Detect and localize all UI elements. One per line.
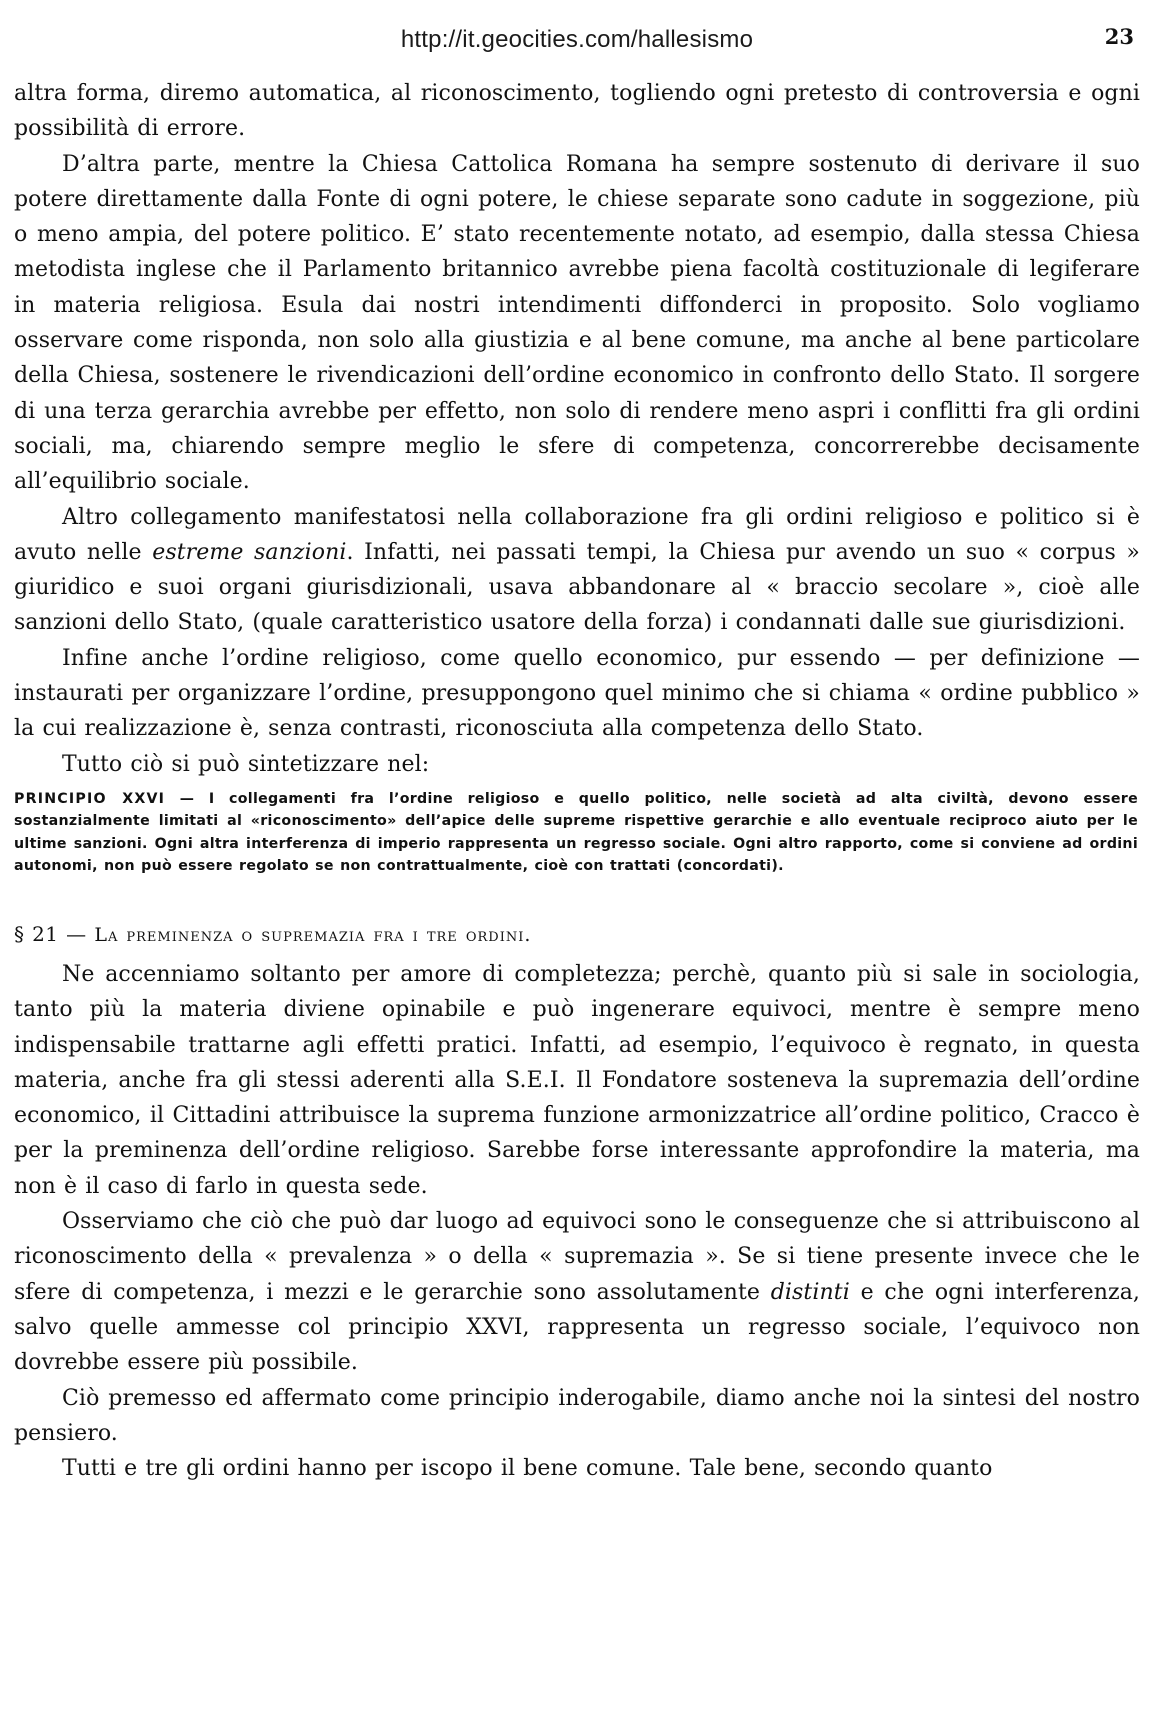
page-header <box>14 26 1140 76</box>
body-text <box>14 76 1140 1486</box>
paragraph-completezza: Ne accenniamo soltanto per amore di completezza; perchè, quanto più si sale in sociologia, tanto più la materia diviene opinabile e può ingenerare equivoci, mentre è sempre meno indispensabile trattarne agli effetti pratici. Infatti, ad esempio, l’equivoco è regnato, in questa materia, anche fra gli stessi aderenti alla S.E.I. Il Fondatore sosteneva la supremazia dell’ordine economico, il Cittadini attribuisce la suprema funzione armonizzatrice all’ordine politico, Cracco è per la preminenza dell’ordine religioso. Sarebbe forse interessante approfondire la materia, ma non è il caso di farlo in questa sede. <box>14 961 1140 1199</box>
section-heading <box>14 914 1140 955</box>
section-number: § 21 — <box>14 921 87 946</box>
paragraph-continuation: altra forma, diremo automatica, al riconoscimento, togliendo ogni pretesto di controversia e ogni possibilità di errore. <box>14 81 1140 142</box>
page-number: 23 <box>1104 24 1134 49</box>
paragraph-bene-comune: Tutti e tre gli ordini hanno per iscopo il bene comune. Tale bene, secondo quanto <box>62 1456 993 1482</box>
principle-label: PRINCIPIO XXVI <box>14 790 166 807</box>
paragraph-sanzioni-before: Altro collegamento manifestatosi nella collaborazione fra gli ordini religioso e politico si è avuto nelle <box>14 504 1140 565</box>
paragraph-sanzioni-after: . Infatti, nei passati tempi, la Chiesa pur avendo un suo « corpus » giuridico e suoi organi giurisdizionali, usava abbandonare al « braccio secolare », cioè alle sanzioni dello Stato, (quale caratteristico usatore della forza) i condannati dalle sue giurisdizioni. <box>14 539 1140 636</box>
paragraph-distinti-italic: distinti <box>770 1279 850 1305</box>
principle-xxvi <box>14 788 1138 878</box>
section-title: La preminenza o supremazia fra i tre ordini. <box>94 923 532 946</box>
paragraph-sanzioni <box>14 500 1140 641</box>
paragraph-distinti-before: Osserviamo che ciò che può dar luogo ad equivoci sono le conseguenze che si attribuiscono al riconoscimento della « prevalenza » o della « supremazia ». Se si tiene presente invece che le sfere di competenza, i mezzi e le gerarchie sono assolutamente <box>14 1209 1140 1305</box>
paragraph-premesso: Ciò premesso ed affermato come principio inderogabile, diamo anche noi la sintesi del nostro pensiero. <box>14 1385 1140 1446</box>
principle-text: — I collegamenti fra l’ordine religioso e quello politico, nelle società ad alta civiltà, devono essere sostanzialmente limitati al «riconoscimento» dell’apice delle supreme rispettive gerarchie e allo eventuale reciproco aiuto per le ultime sanzioni. Ogni altra interferenza di imperio rappresenta un regresso sociale. Ogni altro rapporto, come si conviene ad ordini autonomi, non può essere regolato se non contrattualmente, cioè con trattati (concordati). <box>14 790 1139 875</box>
header-url: http://it.geocities.com/hallesismo <box>400 26 754 53</box>
paragraph-sanzioni-italic: estreme sanzioni <box>152 539 347 565</box>
paragraph-ordine-pubblico: Infine anche l’ordine religioso, come quello economico, pur essendo — per definizione — instaurati per organizzare l’ordine, presuppongono quel minimo che si chiama « ordine pubblico » la cui realizzazione è, senza contrasti, riconosciuta alla competenza dello Stato. <box>14 645 1140 742</box>
paragraph-distinti-after: e che ogni interferenza, salvo quelle ammesse col principio XXVI, rappresenta un regresso sociale, l’equivoco non dovrebbe essere più possibile. <box>14 1279 1140 1376</box>
paragraph-chiesa-potere: D’altra parte, mentre la Chiesa Cattolica Romana ha sempre sostenuto di derivare il suo potere direttamente dalla Fonte di ogni potere, le chiese separate sono cadute in soggezione, più o meno ampia, del potere politico. E’ stato recentemente notato, ad esempio, dalla stessa Chiesa metodista inglese che il Parlamento britannico avrebbe piena facoltà costituzionale di legiferare in materia religiosa. Esula dai nostri intendimenti diffonderci in proposito. Solo vogliamo osservare come risponda, non solo alla giustizia e al bene comune, ma anche al bene particolare della Chiesa, sostenere le rivendicazioni dell’ordine economico in confronto dello Stato. Il sorgere di una terza gerarchia avrebbe per effetto, non solo di rendere meno aspri i conflitti fra gli ordini sociali, ma, chiarendo sempre meglio le sfere di competenza, concorrerebbe decisamente all’equilibrio sociale. <box>14 151 1140 495</box>
paragraph-distinti <box>14 1204 1140 1380</box>
paragraph-sintesi-intro: Tutto ciò si può sintetizzare nel: <box>62 751 430 777</box>
